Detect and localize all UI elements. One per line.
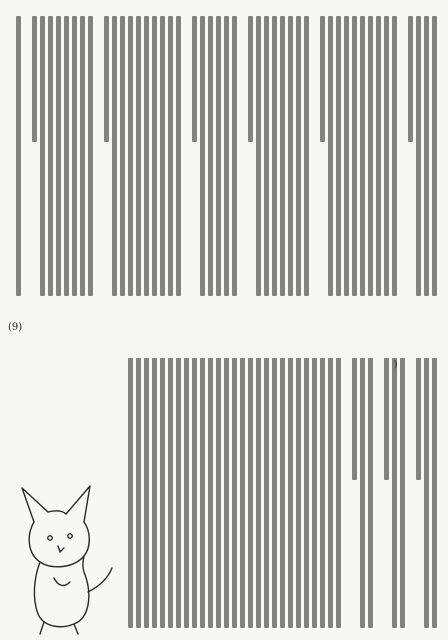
- text-column: [136, 16, 141, 296]
- text-column: [304, 358, 309, 628]
- text-column: [352, 358, 357, 480]
- text-column: [192, 16, 197, 142]
- text-column: [136, 358, 141, 628]
- text-column: [64, 16, 69, 296]
- text-column: [144, 358, 149, 628]
- text-column: [304, 16, 309, 296]
- text-column: [328, 16, 333, 296]
- text-column: [224, 358, 229, 628]
- dog-sketch-icon: [4, 482, 116, 638]
- text-column: [392, 358, 397, 628]
- text-column: [272, 16, 277, 296]
- text-column: [248, 16, 253, 142]
- text-column: [256, 358, 261, 628]
- text-column: [72, 16, 77, 296]
- column-mark: ): [394, 360, 398, 370]
- text-column: [264, 16, 269, 296]
- text-column: [272, 358, 277, 628]
- text-column: [192, 358, 197, 628]
- text-column: [360, 358, 365, 628]
- text-column: [128, 358, 133, 628]
- text-column: [208, 16, 213, 296]
- text-column: [216, 16, 221, 296]
- text-column: [216, 358, 221, 628]
- text-column: [160, 16, 165, 296]
- text-column: [424, 16, 429, 296]
- text-column: [232, 358, 237, 628]
- text-column: [240, 358, 245, 628]
- text-column: [312, 358, 317, 628]
- page-number: (9): [8, 322, 23, 333]
- text-column: [224, 16, 229, 296]
- text-column: [432, 358, 437, 628]
- text-column: [280, 358, 285, 628]
- text-column: [416, 16, 421, 296]
- text-column: [200, 358, 205, 628]
- text-column: [336, 16, 341, 296]
- text-column: [232, 16, 237, 296]
- text-column: [120, 16, 125, 296]
- text-column: [80, 16, 85, 296]
- text-column: [152, 358, 157, 628]
- text-column: [152, 16, 157, 296]
- text-column: [184, 358, 189, 628]
- text-column: [432, 16, 437, 296]
- text-column: [280, 16, 285, 296]
- text-column: [168, 16, 173, 296]
- text-column: [368, 16, 373, 296]
- text-column: [40, 16, 45, 296]
- text-column: [48, 16, 53, 296]
- text-column: [112, 16, 117, 296]
- text-column: [400, 358, 405, 628]
- text-column: [384, 358, 389, 480]
- text-column: [384, 16, 389, 296]
- text-column: [248, 358, 253, 628]
- text-column: [16, 16, 21, 296]
- text-column: [56, 16, 61, 296]
- text-column: [424, 358, 429, 628]
- text-column: [88, 16, 93, 296]
- text-column: [168, 358, 173, 628]
- text-column: [328, 358, 333, 628]
- text-column: [296, 16, 301, 296]
- text-column: [200, 16, 205, 296]
- text-column: [160, 358, 165, 628]
- text-column: [288, 16, 293, 296]
- text-column: [288, 358, 293, 628]
- text-column: [320, 358, 325, 628]
- text-column: [344, 16, 349, 296]
- text-column: [392, 16, 397, 296]
- text-column: [376, 16, 381, 296]
- text-column: [320, 16, 325, 142]
- text-column: [336, 358, 341, 628]
- text-column: [352, 16, 357, 296]
- text-column: [368, 358, 373, 628]
- text-column: [32, 16, 37, 142]
- text-column: [128, 16, 133, 296]
- text-column: [408, 16, 413, 142]
- text-column: [296, 358, 301, 628]
- text-column: [264, 358, 269, 628]
- text-column: [360, 16, 365, 296]
- text-column: [176, 16, 181, 296]
- text-column: [208, 358, 213, 628]
- text-column: [176, 358, 181, 628]
- text-column: [144, 16, 149, 296]
- text-column: [416, 358, 421, 480]
- text-column: [104, 16, 109, 142]
- text-panel-top: [0, 0, 448, 312]
- text-column: [256, 16, 261, 296]
